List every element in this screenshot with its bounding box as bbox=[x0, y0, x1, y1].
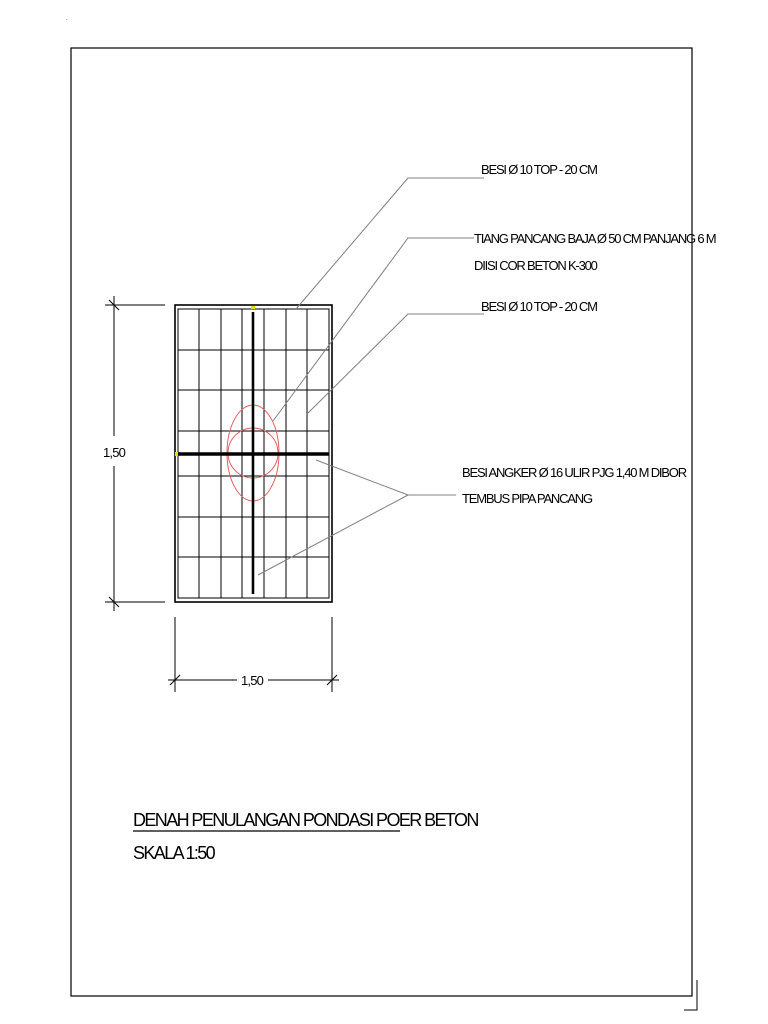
drawing-scale: SKALA 1:50 bbox=[133, 843, 215, 863]
leader-top-rebar bbox=[296, 178, 484, 309]
label-top-rebar: BESI Ø 10 TOP - 20 CM bbox=[481, 162, 597, 177]
label-anchor-line1: BESI ANGKER Ø 16 ULIR PJG 1,40 M DIBOR bbox=[462, 465, 686, 480]
drawing-title: DENAH PENULANGAN PONDASI POER BETON bbox=[133, 810, 478, 830]
label-anchor-line2: TEMBUS PIPA PANCANG bbox=[462, 491, 592, 506]
dim-height-label: 1,50 bbox=[103, 445, 126, 460]
leader-lines bbox=[258, 178, 484, 575]
leader-anchor-b bbox=[258, 495, 408, 575]
corner-dot: . bbox=[66, 16, 68, 22]
corner-mark bbox=[684, 980, 697, 1010]
leader-anchor-a bbox=[316, 460, 456, 495]
label-bottom-rebar: BESI Ø 10 TOP - 20 CM bbox=[481, 299, 597, 314]
pile-cap-plan bbox=[175, 305, 332, 602]
leader-bottom-rebar bbox=[307, 314, 484, 414]
marker-left bbox=[175, 452, 178, 456]
label-pile-line1: TIANG PANCANG BAJA Ø 50 CM PANJANG 6 M bbox=[474, 231, 716, 246]
marker-top bbox=[251, 306, 255, 309]
dim-width-label: 1,50 bbox=[241, 673, 264, 688]
label-pile-line2: DIISI COR BETON K-300 bbox=[474, 258, 597, 273]
leader-pile bbox=[273, 238, 474, 421]
